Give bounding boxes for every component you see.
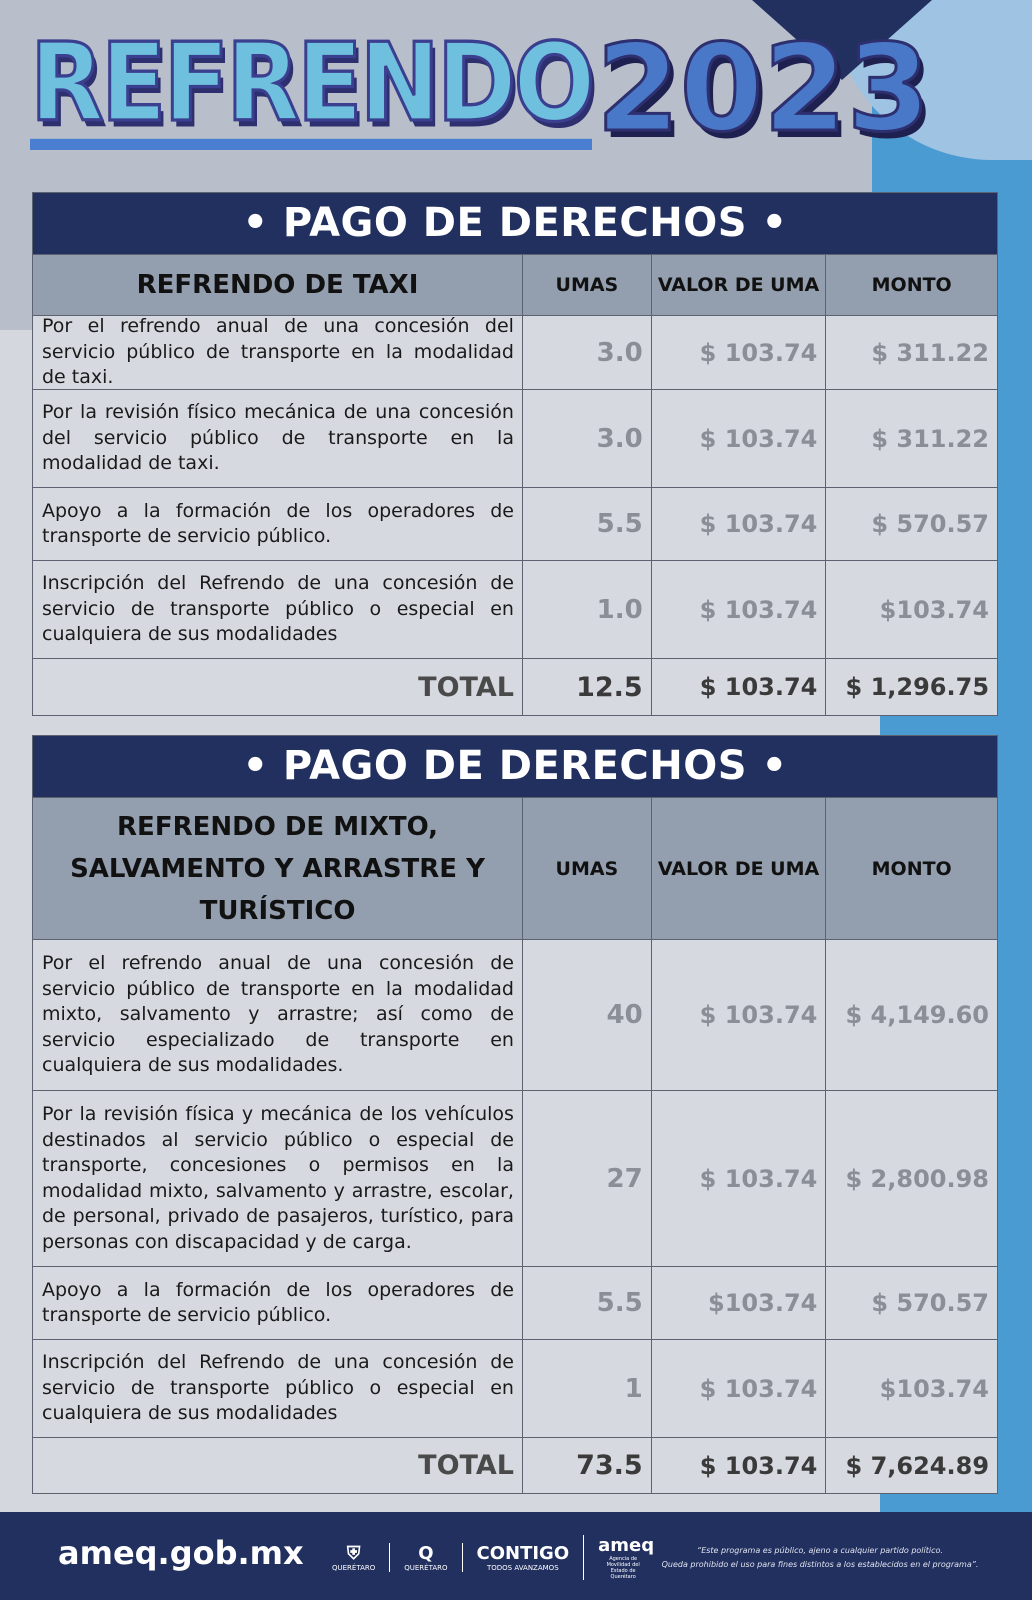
section-title: • PAGO DE DERECHOS • [33,736,997,797]
mixto-fees-table [32,735,998,1494]
fee-umas: 5.5 [522,1267,651,1339]
fee-description: Apoyo a la formación de los operadores de transporte de servicio público. [42,1278,514,1326]
fee-umas: 40 [522,940,651,1090]
table-row [33,487,997,560]
fee-umas: 27 [522,1091,651,1266]
fee-monto: $ 311.22 [825,316,997,389]
table-row [33,315,997,389]
table-header [33,254,997,315]
fee-description: Apoyo a la formación de los operadores de transporte de servicio público. [42,499,514,547]
header-valor: VALOR DE UMA [651,798,826,939]
queretaro-state-logo: Q QUERÉTARO [389,1543,461,1572]
fee-description: Inscripción del Refrendo de una concesión de servicio de transporte público o especial en cualquiera de sus modalidades [42,572,514,646]
table-row [33,1090,997,1266]
total-umas: 12.5 [522,659,651,715]
table-row [33,560,997,658]
total-valor: $ 103.74 [651,659,826,715]
fee-monto: $ 311.22 [825,390,997,487]
total-monto: $ 1,296.75 [825,659,997,715]
fee-umas: 1.0 [522,561,651,658]
fee-valor: $ 103.74 [651,316,826,389]
total-monto: $ 7,624.89 [825,1438,997,1493]
fee-valor: $103.74 [651,1267,826,1339]
header-title: REFRENDO DE MIXTO, SALVAMENTO Y ARRASTRE Y TURÍSTICO [70,811,485,926]
table-row [33,1339,997,1437]
header-monto: MONTO [825,255,997,315]
disclaimer: “Este programa es público, ajeno a cualquier partido político. Queda prohibido el uso para fines distintos a los establecidos en el programa”. [661,1546,979,1569]
fee-description: Por el refrendo anual de una concesión del servicio público de transporte en la modalidad de taxi. [42,315,514,389]
fee-description: Por la revisión físico mecánica de una concesión del servicio público de transporte en la modalidad de taxi. [42,401,514,475]
fee-monto: $ 570.57 [825,488,997,560]
fee-description: Por la revisión física y mecánica de los vehículos destinados al servicio público o especial de transporte, concesiones o permisos en la modalidad mixto, salvamento y arrastre, escolar, de personal, privado de pasajeros, turístico, para personas con discapacidad y de carga. [42,1103,514,1253]
fee-valor: $ 103.74 [651,940,826,1090]
fee-valor: $ 103.74 [651,488,826,560]
partner-logos [318,1530,668,1584]
queretaro-municipal-logo: ⛨ QUERÉTARO [332,1542,376,1572]
table-header [33,797,997,939]
fee-valor: $ 103.74 [651,561,826,658]
fee-umas: 3.0 [522,316,651,389]
fee-umas: 3.0 [522,390,651,487]
total-row [33,1437,997,1493]
header-title: REFRENDO DE TAXI [136,270,419,300]
fee-monto: $ 2,800.98 [825,1091,997,1266]
total-umas: 73.5 [522,1438,651,1493]
total-valor: $ 103.74 [651,1438,826,1493]
contigo-logo: CONTIGO TODOS AVANZAMOS [462,1543,584,1572]
fee-monto: $ 570.57 [825,1267,997,1339]
total-row [33,658,997,715]
fee-monto: $103.74 [825,1340,997,1437]
fee-umas: 1 [522,1340,651,1437]
logo-word: REFRENDO [30,29,592,150]
header-valor: VALOR DE UMA [651,255,826,315]
header-umas: UMAS [522,798,651,939]
fee-description: Inscripción del Refrendo de una concesión de servicio de transporte público o especial en cualquiera de sus modalidades [42,1351,514,1425]
fee-valor: $ 103.74 [651,390,826,487]
fee-monto: $ 4,149.60 [825,940,997,1090]
total-label: TOTAL [418,671,514,703]
fee-monto: $103.74 [825,561,997,658]
taxi-fees-table [32,192,998,716]
refrendo-2023-logo [30,20,931,159]
logo-year: 2023 [596,20,931,159]
website-link[interactable]: ameq.gob.mx [58,1534,304,1572]
fee-valor: $ 103.74 [651,1091,826,1266]
fee-umas: 5.5 [522,488,651,560]
table-row [33,389,997,487]
ameq-logo: ameq Agencia de Movilidad del Estado de Querétaro [583,1535,668,1580]
section-title: • PAGO DE DERECHOS • [33,193,997,254]
table-row [33,939,997,1090]
total-label: TOTAL [418,1450,514,1481]
header-umas: UMAS [522,255,651,315]
fee-valor: $ 103.74 [651,1340,826,1437]
fee-description: Por el refrendo anual de una concesión de servicio público de transporte en la modalidad mixto, salvamento y arrastre; así como de servicio especializado de transporte en cualquiera de sus modalidades. [42,952,514,1077]
header-monto: MONTO [825,798,997,939]
footer [0,1512,1032,1600]
table-row [33,1266,997,1339]
